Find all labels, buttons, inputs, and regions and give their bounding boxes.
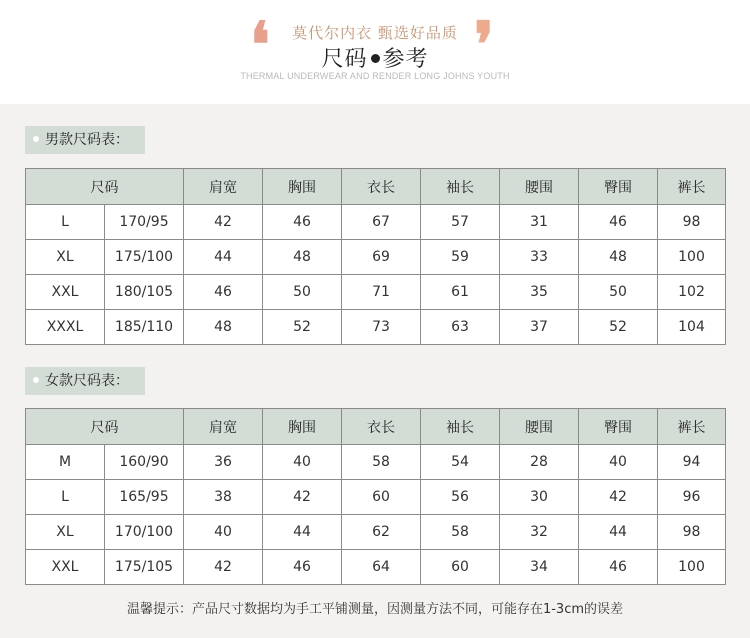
measurement-cell: 67	[342, 205, 421, 240]
height-weight-cell: 175/105	[105, 550, 184, 585]
measurement-cell: 44	[579, 515, 658, 550]
table-row	[26, 550, 726, 585]
measurement-cell: 102	[658, 275, 726, 310]
measurement-cell: 104	[658, 310, 726, 345]
measurement-cell: 30	[500, 480, 579, 515]
measurement-cell: 52	[579, 310, 658, 345]
table-header-row	[26, 409, 726, 445]
measurement-cell: 28	[500, 445, 579, 480]
header-subtitle: 莫代尔内衣 甄选好品质	[292, 24, 458, 42]
size-cell: XXXL	[26, 310, 105, 345]
page-header	[0, 0, 750, 104]
column-header: 胸围	[263, 409, 342, 445]
column-header: 袖长	[421, 169, 500, 205]
measurement-cell: 58	[421, 515, 500, 550]
measurement-cell: 35	[500, 275, 579, 310]
right-quote-mark-icon: ❜	[474, 8, 494, 81]
measurement-cell: 59	[421, 240, 500, 275]
measurement-cell: 46	[579, 550, 658, 585]
measurement-cell: 40	[184, 515, 263, 550]
column-header: 尺码	[26, 169, 184, 205]
title-left: 尺码	[321, 47, 368, 72]
measurement-cell: 44	[263, 515, 342, 550]
measurement-cell: 94	[658, 445, 726, 480]
measurement-cell: 96	[658, 480, 726, 515]
womens-label-text: 女款尺码表：	[45, 373, 129, 389]
mens-section-label	[25, 126, 145, 154]
measurement-cell: 52	[263, 310, 342, 345]
table-header-row	[26, 169, 726, 205]
measurement-cell: 34	[500, 550, 579, 585]
height-weight-cell: 165/95	[105, 480, 184, 515]
table-row	[26, 240, 726, 275]
womens-size-table	[25, 408, 726, 585]
table-row	[26, 205, 726, 240]
size-cell: XL	[26, 240, 105, 275]
bullet-icon	[33, 377, 39, 383]
measurement-cell: 40	[579, 445, 658, 480]
title-right: 参考	[382, 47, 429, 72]
measurement-cell: 61	[421, 275, 500, 310]
measurement-cell: 73	[342, 310, 421, 345]
measurement-cell: 58	[342, 445, 421, 480]
table-row	[26, 515, 726, 550]
measurement-cell: 64	[342, 550, 421, 585]
table-row	[26, 480, 726, 515]
mens-label-text: 男款尺码表：	[45, 132, 129, 148]
measurement-cell: 62	[342, 515, 421, 550]
measurement-cell: 32	[500, 515, 579, 550]
measurement-cell: 98	[658, 205, 726, 240]
measurement-cell: 42	[579, 480, 658, 515]
height-weight-cell: 170/100	[105, 515, 184, 550]
size-cell: L	[26, 205, 105, 240]
size-cell: XXL	[26, 275, 105, 310]
measurement-cell: 48	[184, 310, 263, 345]
measurement-cell: 60	[421, 550, 500, 585]
measurement-cell: 37	[500, 310, 579, 345]
size-cell: M	[26, 445, 105, 480]
column-header: 袖长	[421, 409, 500, 445]
column-header: 衣长	[342, 409, 421, 445]
table-row	[26, 310, 726, 345]
measurement-cell: 71	[342, 275, 421, 310]
measurement-cell: 46	[263, 205, 342, 240]
measurement-cell: 44	[184, 240, 263, 275]
measurement-cell: 100	[658, 240, 726, 275]
measurement-tip: 温馨提示：产品尺寸数据均为手工平铺测量，因测量方法不同，可能存在1-3cm的误差	[126, 602, 624, 617]
measurement-cell: 50	[579, 275, 658, 310]
size-cell: XL	[26, 515, 105, 550]
measurement-cell: 57	[421, 205, 500, 240]
measurement-cell: 38	[184, 480, 263, 515]
left-quote-mark-icon: ❛	[250, 8, 270, 81]
measurement-cell: 63	[421, 310, 500, 345]
column-header: 裤长	[658, 409, 726, 445]
womens-section-label	[25, 367, 145, 395]
column-header: 衣长	[342, 169, 421, 205]
size-cell: L	[26, 480, 105, 515]
measurement-cell: 40	[263, 445, 342, 480]
title-dot-icon	[371, 54, 380, 63]
column-header: 臀围	[579, 409, 658, 445]
measurement-cell: 42	[263, 480, 342, 515]
measurement-cell: 46	[184, 275, 263, 310]
height-weight-cell: 160/90	[105, 445, 184, 480]
column-header: 裤长	[658, 169, 726, 205]
column-header: 胸围	[263, 169, 342, 205]
column-header: 尺码	[26, 409, 184, 445]
english-tagline: THERMAL UNDERWEAR AND RENDER LONG JOHNS YOUTH	[240, 71, 510, 81]
column-header: 肩宽	[184, 409, 263, 445]
table-row	[26, 275, 726, 310]
measurement-cell: 42	[184, 550, 263, 585]
measurement-cell: 48	[263, 240, 342, 275]
measurement-cell: 100	[658, 550, 726, 585]
column-header: 腰围	[500, 169, 579, 205]
size-cell: XXL	[26, 550, 105, 585]
bullet-icon	[33, 136, 39, 142]
measurement-cell: 42	[184, 205, 263, 240]
measurement-cell: 98	[658, 515, 726, 550]
measurement-cell: 56	[421, 480, 500, 515]
measurement-cell: 60	[342, 480, 421, 515]
column-header: 臀围	[579, 169, 658, 205]
measurement-cell: 69	[342, 240, 421, 275]
table-row	[26, 445, 726, 480]
measurement-cell: 36	[184, 445, 263, 480]
measurement-cell: 31	[500, 205, 579, 240]
column-header: 腰围	[500, 409, 579, 445]
height-weight-cell: 185/110	[105, 310, 184, 345]
mens-size-table	[25, 168, 726, 345]
height-weight-cell: 170/95	[105, 205, 184, 240]
height-weight-cell: 180/105	[105, 275, 184, 310]
measurement-cell: 46	[263, 550, 342, 585]
measurement-cell: 48	[579, 240, 658, 275]
page-title	[0, 42, 750, 73]
measurement-cell: 50	[263, 275, 342, 310]
measurement-cell: 46	[579, 205, 658, 240]
measurement-cell: 33	[500, 240, 579, 275]
column-header: 肩宽	[184, 169, 263, 205]
measurement-cell: 54	[421, 445, 500, 480]
height-weight-cell: 175/100	[105, 240, 184, 275]
